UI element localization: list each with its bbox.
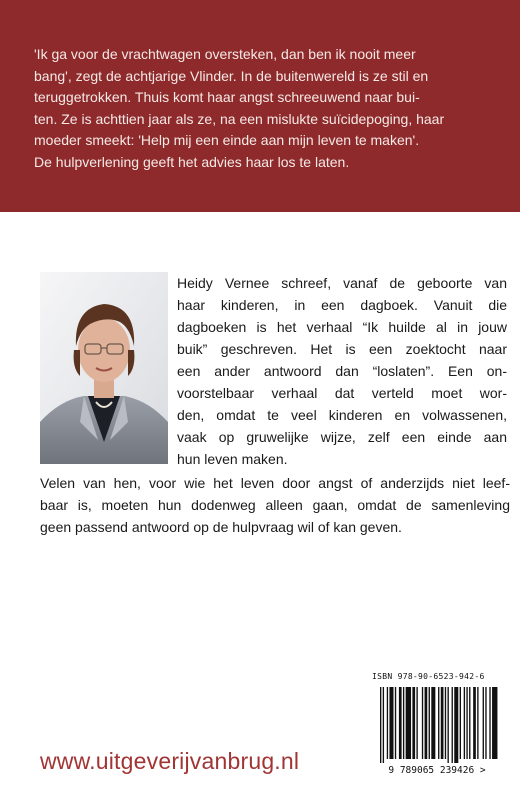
blurb-text — [34, 44, 504, 173]
barcode-bar — [387, 687, 388, 759]
blurb-line: ten. Ze is achttien jaar als ze, na een mislukte suïcidepoging, haar — [34, 110, 445, 127]
barcode-bar — [403, 687, 404, 759]
author-bio-text — [177, 272, 507, 470]
barcode-bar — [383, 687, 384, 763]
isbn-barcode-block — [370, 672, 506, 780]
barcode-bar — [395, 687, 396, 759]
barcode-bar — [483, 687, 484, 759]
bio-line: hun leven maken. — [177, 451, 288, 467]
closing-line: Velen van hen, voor wie het leven door angst of anderzijds niet leef- — [40, 475, 510, 491]
barcode-bar — [406, 687, 411, 759]
barcode-bar — [422, 687, 423, 759]
barcode-bar — [380, 687, 381, 763]
barcode-bar — [416, 687, 417, 759]
blurb-line: teruggetrokken. Thuis komt haar angst schreeuwend naar bui- — [34, 89, 420, 105]
barcode-bar — [460, 687, 461, 759]
barcode-digits: 9 789065 239426 > — [388, 765, 486, 776]
barcode-bar — [466, 687, 467, 759]
author-photo — [40, 272, 168, 464]
barcode-bar — [445, 687, 446, 759]
barcode-icon — [370, 685, 504, 777]
blurb-line: moeder smeekt: 'Help mij een einde aan mijn leven te maken'. — [34, 132, 420, 148]
barcode-bar — [477, 687, 478, 759]
barcode-bar — [489, 687, 490, 759]
barcode-bar — [454, 687, 458, 763]
barcode-bar — [425, 687, 428, 759]
bio-line: buik” geschreven. Het is een zoektocht naar — [177, 341, 507, 357]
barcode-bar — [448, 687, 449, 763]
barcode-bar — [492, 687, 497, 759]
barcode-bar — [389, 687, 393, 759]
isbn-number: ISBN 978-90-6523-942-6 — [372, 672, 485, 681]
barcode-bar — [452, 687, 453, 763]
barcode-bar — [399, 687, 402, 759]
barcode-bar — [469, 687, 470, 759]
bio-line: haar kinderen, in een dagboek. Vanuit die — [177, 297, 507, 313]
closing-text — [40, 472, 510, 538]
blurb-line: De hulpverlening geeft het advies haar los te laten. — [34, 153, 350, 170]
barcode-bar — [431, 687, 435, 759]
barcode-bar — [464, 687, 465, 759]
barcode-bar — [485, 687, 486, 759]
bio-line: vaak op gruwelijke wijze, zelf een einde aan — [177, 429, 507, 445]
barcode-bar — [473, 687, 476, 759]
closing-line: baar is, moeten hun dodenweg alleen gaan, omdat de samenleving — [40, 497, 510, 513]
barcode-bar — [412, 687, 415, 759]
barcode-bar — [438, 687, 439, 759]
barcode-bar — [441, 687, 444, 759]
bio-line: een ander antwoord dan “loslaten”. Een on- — [177, 363, 507, 379]
blurb-line: 'Ik ga voor de vrachtwagen oversteken, dan ben ik nooit meer — [34, 46, 416, 62]
blurb-line: bang', zegt de achtjarige Vlinder. In de buitenwereld is ze stil en — [34, 67, 429, 84]
publisher-website: www.uitgeverijvanbrug.nl — [40, 748, 300, 774]
closing-line: geen passend antwoord op de hulpvraag wil of kan geven. — [40, 519, 402, 535]
bio-line: dagboeken is het verhaal “Ik huilde al in jouw — [177, 319, 507, 335]
bio-line: den, omdat te veel kinderen en volwassenen, — [177, 407, 507, 423]
bio-line: voorstelbaar verhaal dat verteld moet wor- — [177, 385, 507, 401]
barcode-bar — [429, 687, 430, 759]
bio-line: Heidy Vernee schreef, vanaf de geboorte van — [177, 275, 507, 291]
